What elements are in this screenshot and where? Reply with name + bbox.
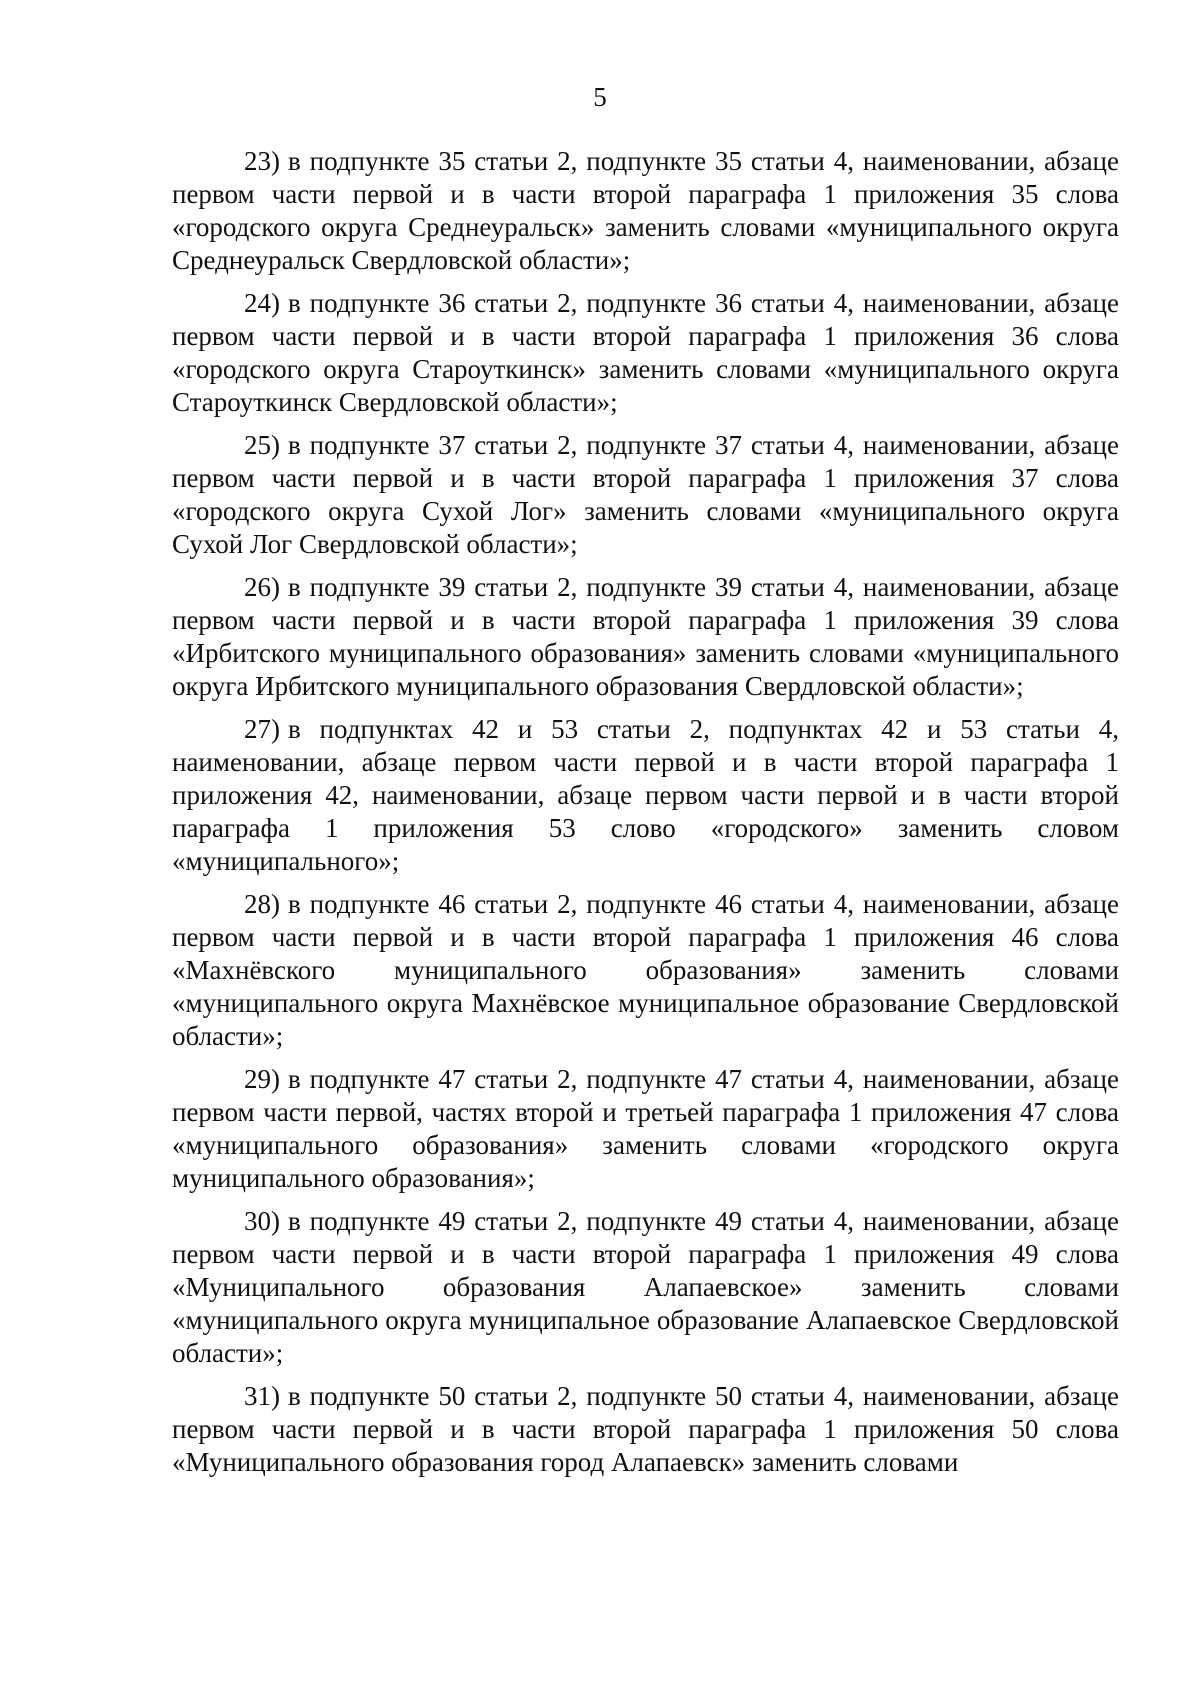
paragraph-number: 24) — [244, 288, 280, 318]
paragraph-text: в подпункте 49 статьи 2, подпункте 49 статьи 4, наименовании, абзаце первом части первой и в части второй параграфа 1 приложения 49 слова «Муниципального образования Алапаевское» заменить словами «муниципального округа муниципальное образование Алапаевское Свердловской области»; — [172, 1206, 1119, 1368]
paragraph-number: 29) — [244, 1064, 280, 1094]
paragraph-number: 25) — [244, 430, 280, 460]
paragraph-text: в подпункте 37 статьи 2, подпункте 37 статьи 4, наименовании, абзаце первом части первой и в части второй параграфа 1 приложения 37 слова «городского округа Сухой Лог» заменить словами «муниципального округа Сухой Лог Свердловской области»; — [172, 430, 1119, 559]
paragraph-number: 30) — [244, 1206, 280, 1236]
paragraph-24 — [172, 287, 1119, 419]
paragraph-28 — [172, 888, 1119, 1053]
paragraph-31 — [172, 1380, 1119, 1479]
paragraph-text: в подпункте 46 статьи 2, подпункте 46 статьи 4, наименовании, абзаце первом части первой и в части второй параграфа 1 приложения 46 слова «Махнёвского муниципального образования» заменить словами «муниципального округа Махнёвское муниципальное образование Свердловской области»; — [172, 889, 1119, 1051]
paragraph-29 — [172, 1063, 1119, 1195]
page-number: 5 — [593, 82, 607, 112]
paragraph-text: в подпунктах 42 и 53 статьи 2, подпунктах 42 и 53 статьи 4, наименовании, абзаце первом части первой и в части второй параграфа 1 приложения 42, наименовании, абзаце первом части первой и в части второй параграфа 1 приложения 53 слово «городского» заменить словом «муниципального»; — [172, 714, 1119, 876]
paragraph-25 — [172, 429, 1119, 561]
paragraph-text: в подпункте 39 статьи 2, подпункте 39 статьи 4, наименовании, абзаце первом части первой и в части второй параграфа 1 приложения 39 слова «Ирбитского муниципального образования» заменить словами «муниципального округа Ирбитского муниципального образования Свердловской области»; — [172, 572, 1119, 701]
paragraph-text: в подпункте 47 статьи 2, подпункте 47 статьи 4, наименовании, абзаце первом части первой, частях второй и третьей параграфа 1 приложения 47 слова «муниципального образования» заменить словами «городского округа муниципального образования»; — [172, 1064, 1119, 1193]
paragraph-number: 28) — [244, 889, 280, 919]
paragraph-number: 31) — [244, 1381, 280, 1411]
paragraph-number: 23) — [244, 146, 280, 176]
paragraph-23 — [172, 145, 1119, 277]
paragraph-text: в подпункте 36 статьи 2, подпункте 36 статьи 4, наименовании, абзаце первом части первой и в части второй параграфа 1 приложения 36 слова «городского округа Староуткинск» заменить словами «муниципального округа Староуткинск Свердловской области»; — [172, 288, 1119, 417]
paragraph-number: 27) — [244, 714, 280, 744]
paragraph-26 — [172, 571, 1119, 703]
paragraph-text: в подпункте 50 статьи 2, подпункте 50 статьи 4, наименовании, абзаце первом части первой и в части второй параграфа 1 приложения 50 слова «Муниципального образования город Алапаевск» заменить словами — [172, 1381, 1119, 1477]
paragraph-27 — [172, 713, 1119, 878]
paragraph-30 — [172, 1205, 1119, 1370]
paragraph-number: 26) — [244, 572, 280, 602]
paragraph-text: в подпункте 35 статьи 2, подпункте 35 статьи 4, наименовании, абзаце первом части первой и в части второй параграфа 1 приложения 35 слова «городского округа Среднеуральск» заменить словами «муниципального округа Среднеуральск Свердловской области»; — [172, 146, 1119, 275]
document-body — [172, 145, 1119, 1489]
